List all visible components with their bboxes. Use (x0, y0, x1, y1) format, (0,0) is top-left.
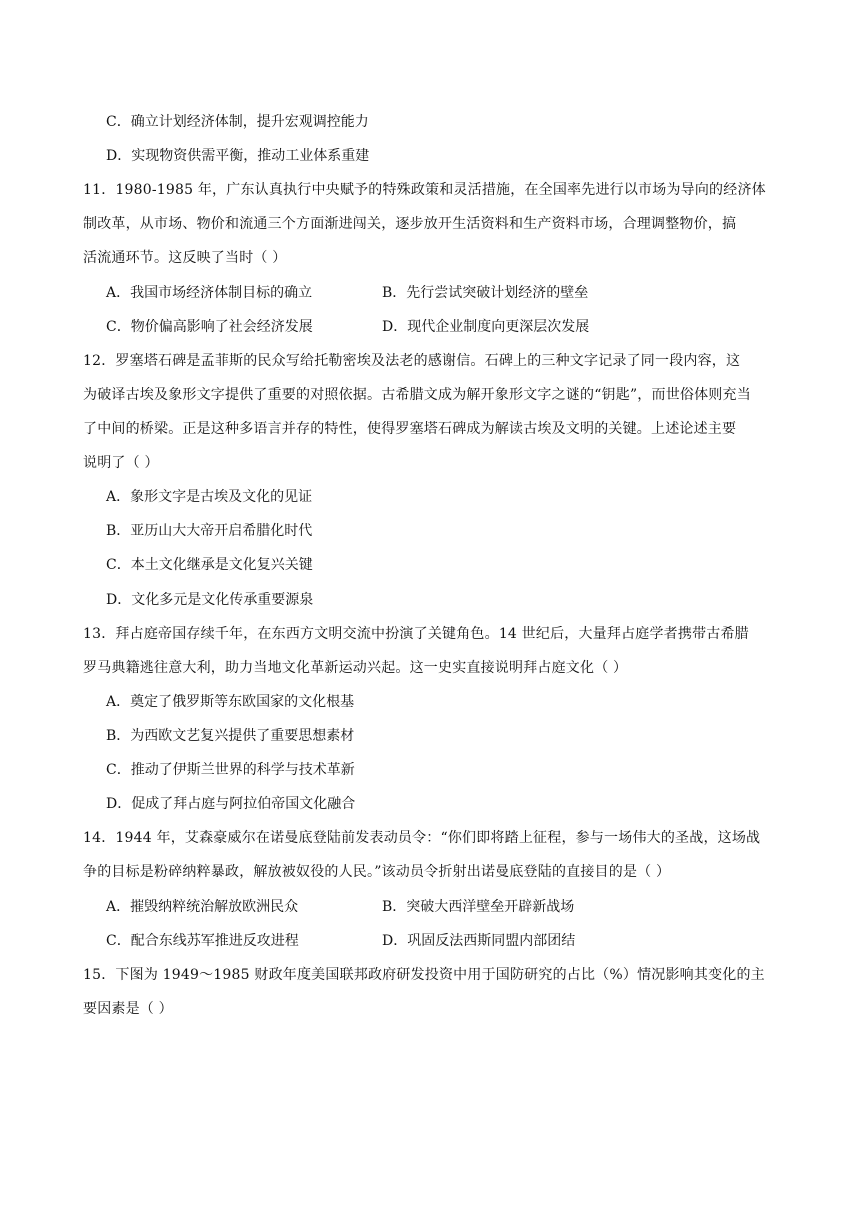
prev-option-d: D．实现物资供需平衡，推动工业体系重建 (106, 148, 370, 164)
q11-stem-line-3: 活流通环节。这反映了当时（ ） (83, 250, 287, 266)
q12-option-c: C．本土文化继承是文化复兴关键 (106, 557, 313, 573)
q12-stem-line-2: 为破译古埃及象形文字提供了重要的对照依据。古希腊文成为解开象形文字之谜的“钥匙”，而世俗体则充当 (83, 387, 751, 403)
q14-stem-line-1: 14．1944 年，艾森豪威尔在诺曼底登陆前发表动员令：“你们即将踏上征程，参与一场伟大的圣战，这场战 (83, 830, 761, 846)
q12-stem-line-1: 12．罗塞塔石碑是孟菲斯的民众写给托勒密埃及法老的感谢信。石碑上的三种文字记录了同一段内容，这 (83, 353, 741, 369)
q11-option-d: D．现代企业制度向更深层次发展 (382, 319, 590, 335)
q11-option-a: A．我国市场经济体制目标的确立 (106, 285, 313, 301)
q13-stem-line-2: 罗马典籍逃往意大利，助力当地文化革新运动兴起。这一史实直接说明拜占庭文化（ ） (83, 660, 628, 676)
q11-stem-line-1: 11．1980-1985 年，广东认真执行中央赋予的特殊政策和灵活措施，在全国率先进行以市场为导向的经济体 (83, 182, 766, 198)
q14-option-b: B．突破大西洋壁垒开辟新战场 (382, 899, 575, 915)
q13-option-d: D．促成了拜占庭与阿拉伯帝国文化融合 (106, 796, 356, 812)
q11-option-c: C．物价偏高影响了社会经济发展 (106, 319, 313, 335)
q13-option-c: C．推动了伊斯兰世界的科学与技术革新 (106, 762, 355, 778)
q14-stem-line-2: 争的目标是粉碎纳粹暴政，解放被奴役的人民。”该动员令折射出诺曼底登陆的直接目的是（ ） (83, 864, 671, 880)
q11-stem-line-2: 制改革，从市场、物价和流通三个方面渐进闯关，逐步放开生活资料和生产资料市场，合理调整物价，搞 (83, 216, 737, 232)
q13-option-b: B．为西欧文艺复兴提供了重要思想素材 (106, 728, 355, 744)
q14-option-d: D．巩固反法西斯同盟内部团结 (382, 933, 576, 949)
q11-option-b: B．先行尝试突破计划经济的壁垒 (382, 285, 589, 301)
q12-stem-line-4: 说明了（ ） (83, 455, 159, 471)
q13-stem-line-1: 13．拜占庭帝国存续千年，在东西方文明交流中扮演了关键角色。14 世纪后，大量拜占庭学者携带古希腊 (83, 626, 749, 642)
prev-option-c: C．确立计划经济体制，提升宏观调控能力 (106, 114, 369, 130)
q13-option-a: A．奠定了俄罗斯等东欧国家的文化根基 (106, 694, 355, 710)
q15-stem-line-1: 15．下图为 1949～1985 财政年度美国联邦政府研发投资中用于国防研究的占比（%）情况影响其变化的主 (83, 967, 765, 983)
q12-option-d: D．文化多元是文化传承重要源泉 (106, 592, 314, 608)
q14-option-c: C．配合东线苏军推进反攻进程 (106, 933, 299, 949)
q14-option-a: A．摧毁纳粹统治解放欧洲民众 (106, 899, 299, 915)
q12-option-a: A．象形文字是古埃及文化的见证 (106, 489, 313, 505)
q12-stem-line-3: 了中间的桥梁。正是这种多语言并存的特性，使得罗塞塔石碑成为解读古埃及文明的关键。上述论述主要 (83, 421, 737, 437)
q15-stem-line-2: 要因素是（ ） (83, 1001, 173, 1017)
q12-option-b: B．亚历山大大帝开启希腊化时代 (106, 523, 313, 539)
